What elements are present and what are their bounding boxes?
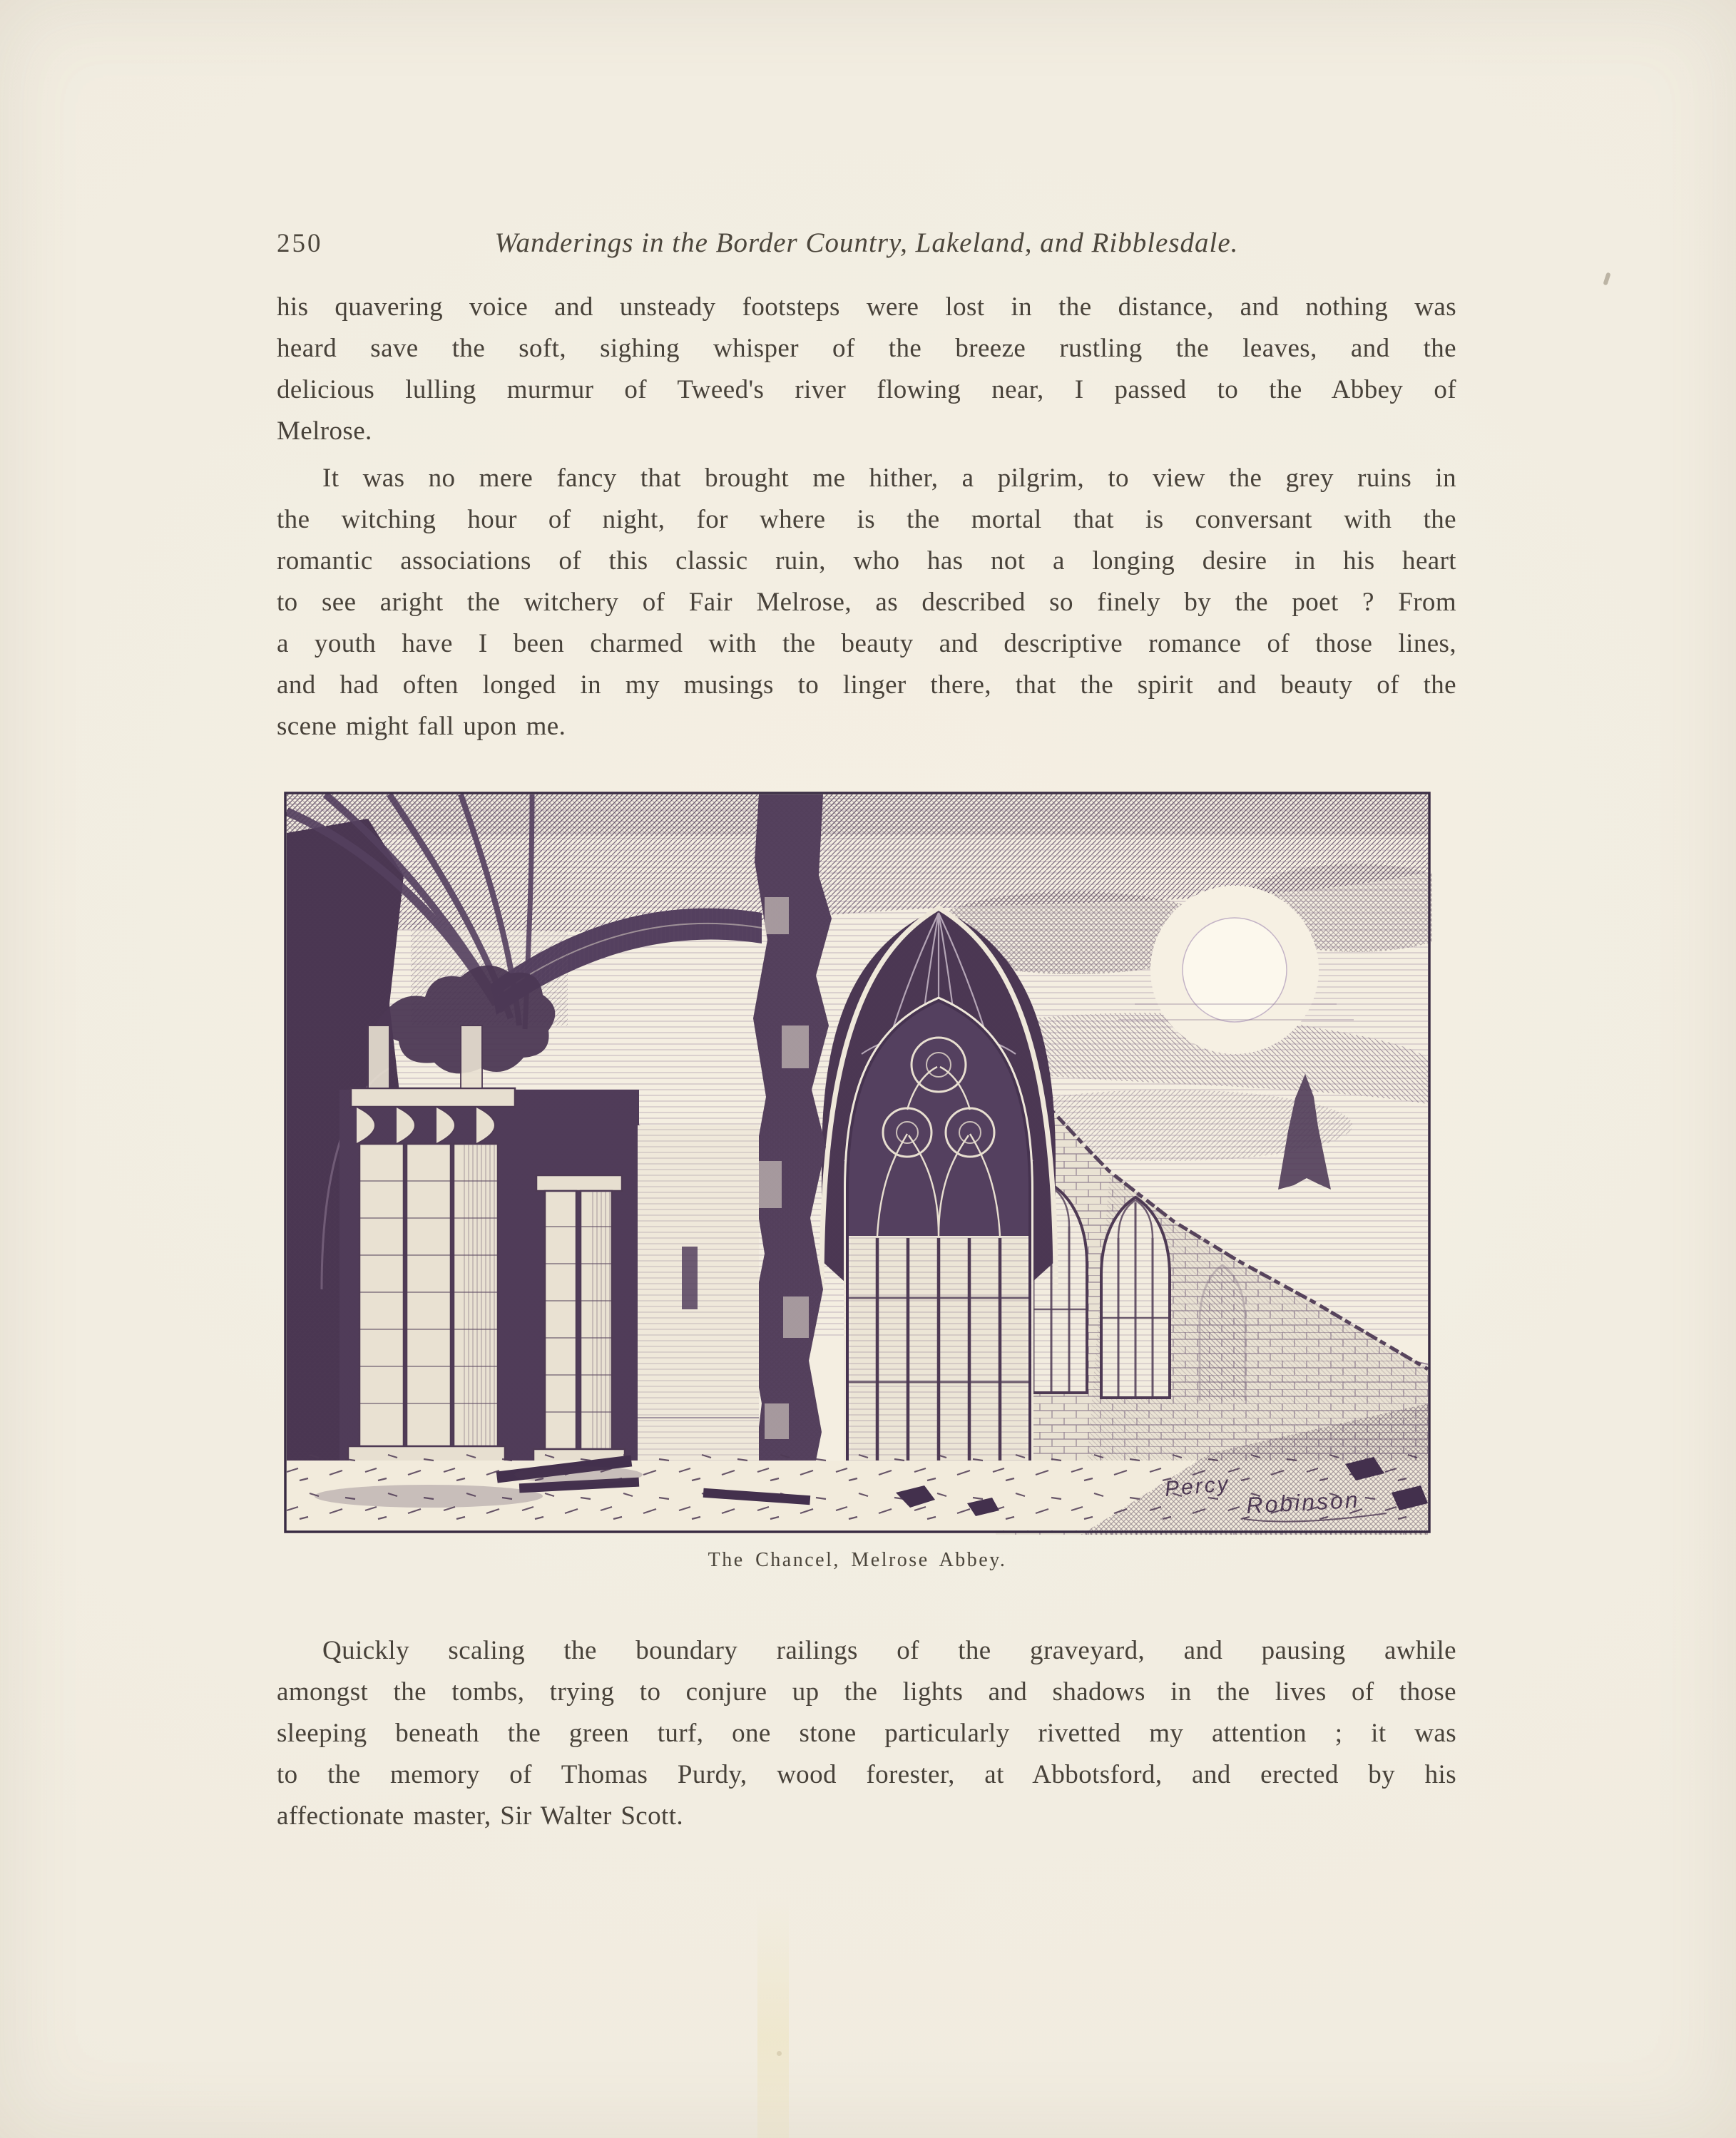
text-line: romantic associations of this classic ruin, who has not a longing desire in his heart <box>277 546 1456 576</box>
paragraph <box>277 287 1456 452</box>
running-title: Wanderings in the Border Country, Lakeland, and Ribblesdale. <box>494 227 1239 258</box>
text-block-lower <box>277 1630 1456 1837</box>
text-line: to see aright the witchery of Fair Melrose, as described so finely by the poet ? From <box>277 588 1456 617</box>
text-line: and had often longed in my musings to linger there, that the spirit and beauty of the <box>277 670 1456 700</box>
text-block-upper <box>277 287 1456 747</box>
text-line: amongst the tombs, trying to conjure up the lights and shadows in the lives of those <box>277 1677 1456 1707</box>
paragraph <box>277 458 1456 747</box>
page-number: 250 <box>277 229 323 258</box>
signature-first: Percy <box>1163 1472 1231 1501</box>
running-header <box>277 227 1456 262</box>
text-line: Quickly scaling the boundary railings of the graveyard, and pausing awhile <box>322 1636 1456 1665</box>
text-line: to the memory of Thomas Purdy, wood forester, at Abbotsford, and erected by his <box>277 1760 1456 1789</box>
melrose-abbey-engraving <box>282 790 1432 1535</box>
text-line: scene might fall upon me. <box>277 712 566 741</box>
engraving-svg <box>282 790 1432 1535</box>
text-line: affectionate master, Sir Walter Scott. <box>277 1801 684 1831</box>
text-line: delicious lulling murmur of Tweed's river flowing near, I passed to the Abbey of <box>277 375 1456 404</box>
scan-speck <box>1603 272 1610 286</box>
text-line: sleeping beneath the green turf, one stone particularly rivetted my attention ; it was <box>277 1719 1456 1748</box>
right-window-2 <box>1101 1197 1170 1398</box>
signature-last: Robinson <box>1245 1486 1361 1518</box>
moonlit-passage <box>638 1125 759 1475</box>
text-line: a youth have I been charmed with the beauty and descriptive romance of those lines, <box>277 629 1456 658</box>
text-line: his quavering voice and unsteady footsteps were lost in the distance, and nothing was <box>277 292 1456 322</box>
east-window <box>847 1001 1030 1468</box>
text-line: Melrose. <box>277 416 372 446</box>
illustration-caption: The Chancel, Melrose Abbey. <box>708 1549 1007 1571</box>
scan-tint-strip <box>757 1897 789 2138</box>
text-line: heard save the soft, sighing whisper of the breeze rustling the leaves, and the <box>277 334 1456 363</box>
text-line: the witching hour of night, for where is the mortal that is conversant with the <box>277 505 1456 534</box>
paragraph <box>277 1630 1456 1837</box>
text-line: It was no mere fancy that brought me hither, a pilgrim, to view the grey ruins in <box>322 464 1456 493</box>
